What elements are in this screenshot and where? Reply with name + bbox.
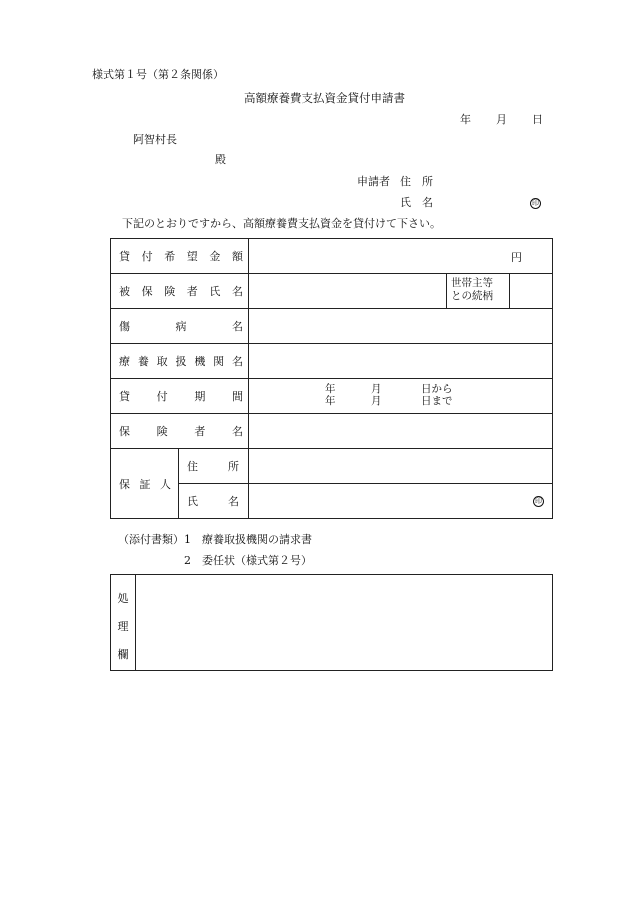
- relation-field[interactable]: [510, 274, 552, 308]
- row-period: [111, 379, 553, 414]
- date-day: 日: [532, 113, 543, 126]
- label-guarantor-name: 氏 名: [187, 495, 239, 508]
- document-title: 高額療養費支払資金貸付申請書: [244, 91, 405, 105]
- period-field[interactable]: [249, 379, 553, 414]
- label-guarantor: 保 証 人: [111, 449, 179, 519]
- row-insured-name: [111, 274, 553, 309]
- illness-field[interactable]: [249, 309, 553, 344]
- label-guarantor-address: 住 所: [187, 460, 239, 473]
- honorific: 殿: [215, 153, 226, 166]
- attachments-heading: （添付書類）: [118, 533, 184, 546]
- row-loan-amount: [111, 239, 553, 274]
- applicant-address-label: 住 所: [400, 175, 433, 188]
- row-illness: [111, 309, 553, 344]
- applicant-seal-mark: 印: [532, 199, 539, 207]
- applicant-label: 申請者: [357, 175, 390, 188]
- label-insurer: 保 険 者 名: [119, 425, 243, 438]
- attachment-item-1: 1 療養取扱機関の請求書: [184, 533, 312, 546]
- period-values: 年 月 日から 年 月 日まで: [325, 383, 453, 407]
- processing-label: 処 理 欄: [111, 575, 136, 671]
- label-loan-amount: 貸 付 希 望 金 額: [119, 250, 243, 263]
- application-table: [110, 238, 553, 519]
- processing-field[interactable]: [136, 575, 553, 671]
- addressee: 阿智村長: [133, 133, 177, 146]
- row-guarantor-address: [111, 449, 553, 484]
- label-institution: 療 養 取 扱 機 関 名: [119, 355, 243, 368]
- processing-box: [110, 574, 553, 671]
- guarantor-name-field[interactable]: [249, 484, 553, 519]
- date-year: 年: [460, 113, 471, 126]
- row-insurer: [111, 414, 553, 449]
- guarantor-seal-mark: 印: [535, 497, 542, 505]
- yen-unit: 円: [511, 251, 522, 264]
- insurer-field[interactable]: [249, 414, 553, 449]
- row-institution: [111, 344, 553, 379]
- institution-field[interactable]: [249, 344, 553, 379]
- date-month: 月: [496, 113, 507, 126]
- form-reference: 様式第１号（第２条関係）: [92, 68, 224, 81]
- loan-amount-field[interactable]: [249, 239, 553, 274]
- relation-cell: [447, 274, 553, 309]
- relation-label: 世帯主等 との続柄: [447, 274, 510, 308]
- label-insured-name: 被 保 険 者 氏 名: [119, 285, 243, 298]
- label-period: 貸 付 期 間: [119, 390, 243, 403]
- intro-text: 下記のとおりですから、高額療養費支払資金を貸付けて下さい。: [122, 217, 441, 230]
- applicant-name-label: 氏 名: [400, 196, 433, 209]
- label-illness: 傷 病 名: [119, 320, 243, 333]
- insured-name-field[interactable]: [249, 274, 447, 309]
- attachment-item-2: 2 委任状（様式第２号）: [184, 554, 312, 567]
- guarantor-address-field[interactable]: [249, 449, 553, 484]
